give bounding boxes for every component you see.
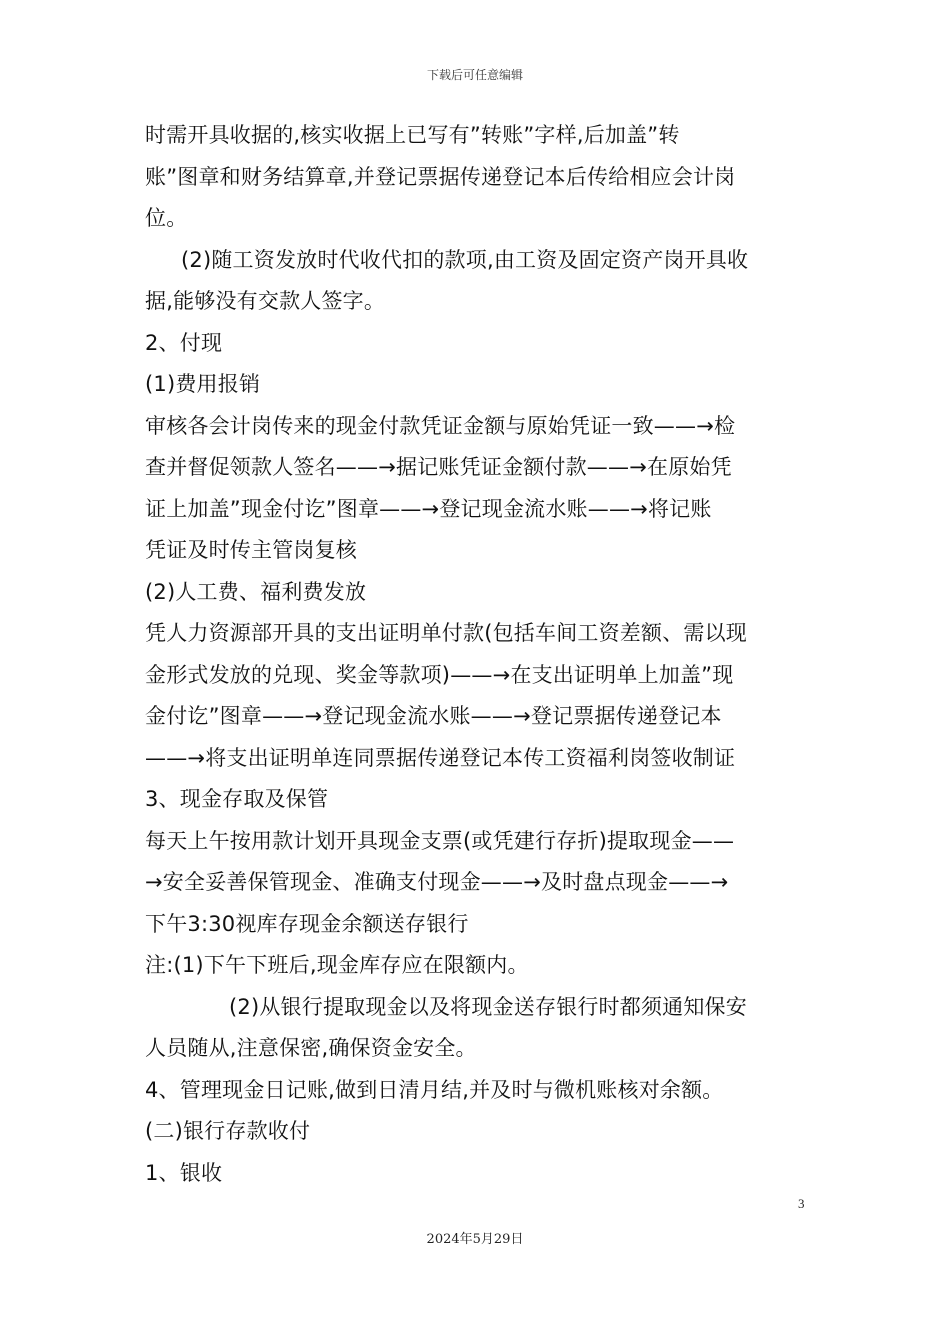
body-line: →安全妥善保管现金、准确支付现金——→及时盘点现金——→ [145,870,729,894]
body-line: (2)随工资发放时代收代扣的款项,由工资及固定资产岗开具收 [181,247,749,272]
section-heading: 4、管理现金日记账,做到日清月结,并及时与微机账核对余额。 [145,1077,724,1102]
section-heading: 1、银收 [145,1160,223,1185]
body-line: 证上加盖”现金付讫”图章——→登记现金流水账——→将记账 [145,496,712,521]
note-line: 注:(1)下午下班后,现金库存应在限额内。 [145,953,529,977]
body-line: 查并督促领款人签名——→据记账凭证金额付款——→在原始凭 [145,455,732,479]
page-footer-date: 2024年5月29日 [426,1232,524,1247]
note-line: (2)从银行提取现金以及将现金送存银行时都须通知保安 [229,994,747,1019]
section-heading: 3、现金存取及保管 [145,787,329,811]
body-line: 位。 [145,206,188,230]
subsection-heading: (1)费用报销 [145,372,261,396]
body-line: 下午3:30视库存现金余额送存银行 [145,911,469,936]
section-heading: 2、付现 [145,330,223,355]
subsection-heading: (2)人工费、福利费发放 [145,579,367,604]
body-line: 据,能够没有交款人签字。 [145,289,386,313]
note-line: 人员随从,注意保密,确保资金安全。 [145,1036,477,1060]
body-line: ——→将支出证明单连同票据传递登记本传工资福利岗签收制证 [145,745,736,770]
body-line: 金形式发放的兑现、奖金等款项)——→在支出证明单上加盖”现 [145,662,734,687]
body-line: 凭人力资源部开具的支出证明单付款(包括车间工资差额、需以现 [145,621,747,645]
page-header: 下载后可任意编辑 [426,68,523,82]
body-line: 凭证及时传主管岗复核 [145,538,357,562]
page-number: 3 [798,1196,805,1211]
document-body [145,115,810,1194]
chapter-heading: (二)银行存款收付 [145,1119,311,1143]
body-line: 账”图章和财务结算章,并登记票据传递登记本后传给相应会计岗 [145,164,736,189]
body-line: 金付讫”图章——→登记现金流水账——→登记票据传递登记本 [145,704,722,728]
body-line: 每天上午按用款计划开具现金支票(或凭建行存折)提取现金—— [145,828,735,853]
body-line: 时需开具收据的,核实收据上已写有”转账”字样,后加盖”转 [145,123,680,147]
body-line: 审核各会计岗传来的现金付款凭证金额与原始凭证一致——→检 [145,413,736,438]
